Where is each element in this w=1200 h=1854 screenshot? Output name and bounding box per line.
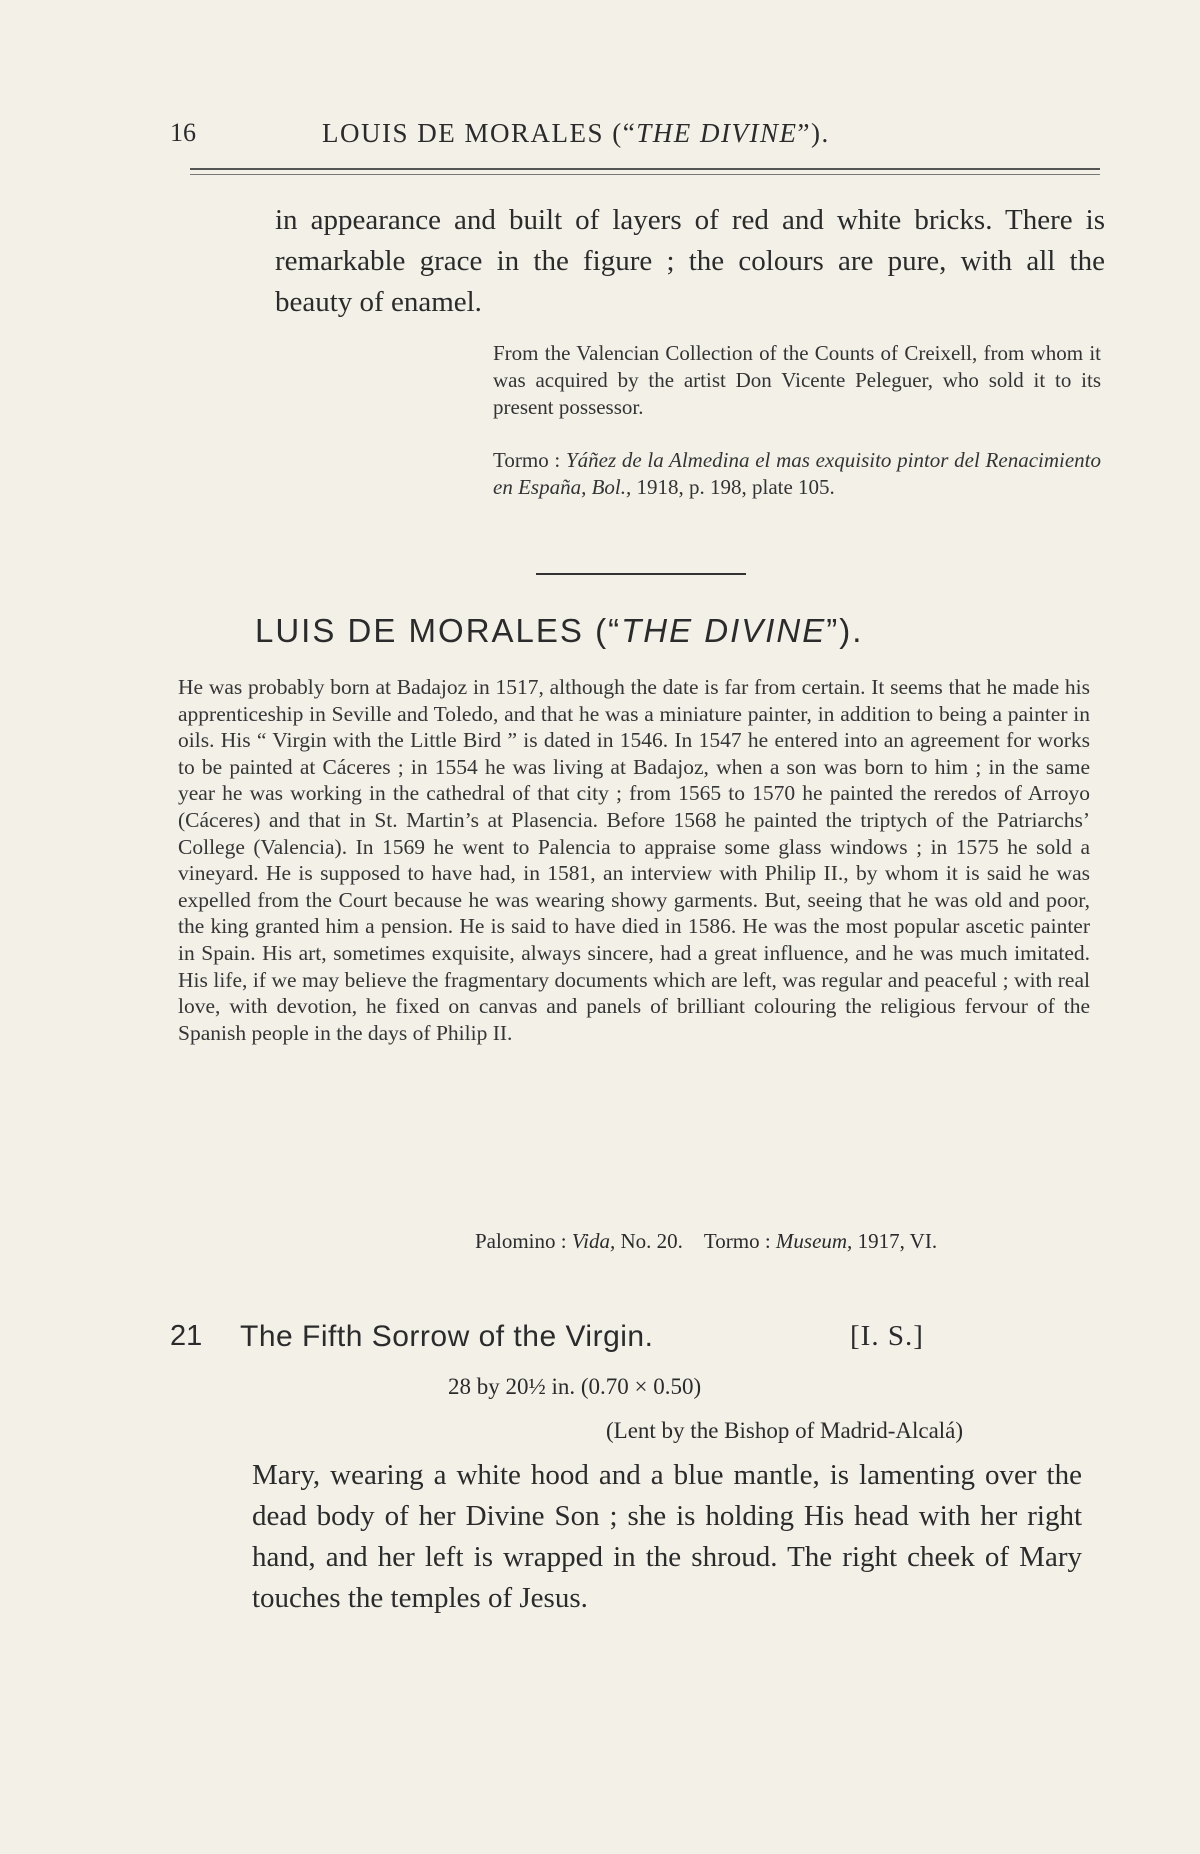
entry-dimensions: 28 by 20½ in. (0.70 × 0.50) bbox=[448, 1374, 702, 1399]
intro-paragraph: in appearance and built of layers of red and white bricks. There is remarkable grace in the figure ; the colours are pure, with all the beauty of enamel. bbox=[275, 204, 1105, 318]
page-header bbox=[170, 118, 1100, 158]
provenance-note: From the Valencian Collection of the Counts of Creixell, from whom it was acquired by the artist Don Vicente Peleguer, who sold it to its present possessor. bbox=[493, 341, 1101, 419]
running-title: LOUIS DE MORALES (“THE DIVINE”). bbox=[322, 118, 830, 148]
biography-paragraph: He was probably born at Badajoz in 1517, although the date is far from certain. It seems that he made his apprenticeship in Seville and Toledo, and that he was a miniature painter, in addition to being a painter in oils. His “ Virgin with the Little Bird ” is dated in 1546. In 1547 he entered into an agreement for works to be painted at Cáceres ; in 1554 he was living at Badajoz, when a son was born to him ; in the same year he was working in the cathedral of that city ; from 1565 to 1570 he painted the reredos of Arroyo (Cáceres) and that in St. Martin’s at Plasencia. Before 1568 he painted the triptych of the Patriarchs’ College (Valencia). In 1569 he went to Palencia to appraise some glass windows ; in 1575 he sold a vineyard. He is supposed to have had, in 1581, an interview with Philip II., by whom it is said he was expelled from the Court because he was wearing showy garments. But, seeing that he was old and poor, the king granted him a pension. He is said to have died in 1586. He was the most popular ascetic painter in Spain. His art, sometimes exquisite, always sincere, had a great influence, and he was much imitated. His life, if we may believe the fragmentary documents which are left, was regular and peaceful ; with real love, with devotion, he fixed on canvas and panels of brilliant colouring the religious fervour of the Spanish people in the days of Philip II. bbox=[178, 675, 1090, 1045]
entry-number: 21 bbox=[170, 1320, 203, 1352]
entry-title: The Fifth Sorrow of the Virgin. bbox=[240, 1320, 654, 1353]
section-heading: LUIS DE MORALES (“THE DIVINE”). bbox=[255, 612, 864, 649]
entry-lender: (Lent by the Bishop of Madrid-Alcalá) bbox=[606, 1418, 964, 1443]
entry-description: Mary, wearing a white hood and a blue mantle, is lamenting over the dead body of her Divine Son ; she is holding His head with her right hand, and her left is wrapped in the shroud. The right cheek of Mary touches the temples of Jesus. bbox=[252, 1459, 1082, 1614]
entry-code: [I. S.] bbox=[850, 1320, 924, 1352]
references: Palomino : Vida, No. 20. Tormo : Museum, 1917, VI. bbox=[475, 1229, 938, 1253]
section-divider bbox=[536, 573, 746, 575]
header-rule-thin bbox=[190, 174, 1100, 175]
bibliography-note: Tormo : Yáñez de la Almedina el mas exquisito pintor del Renacimiento en España, Bol., 1918, p. 198, plate 105. bbox=[493, 448, 1102, 499]
header-rule bbox=[190, 168, 1100, 170]
page-number: 16 bbox=[170, 118, 196, 147]
